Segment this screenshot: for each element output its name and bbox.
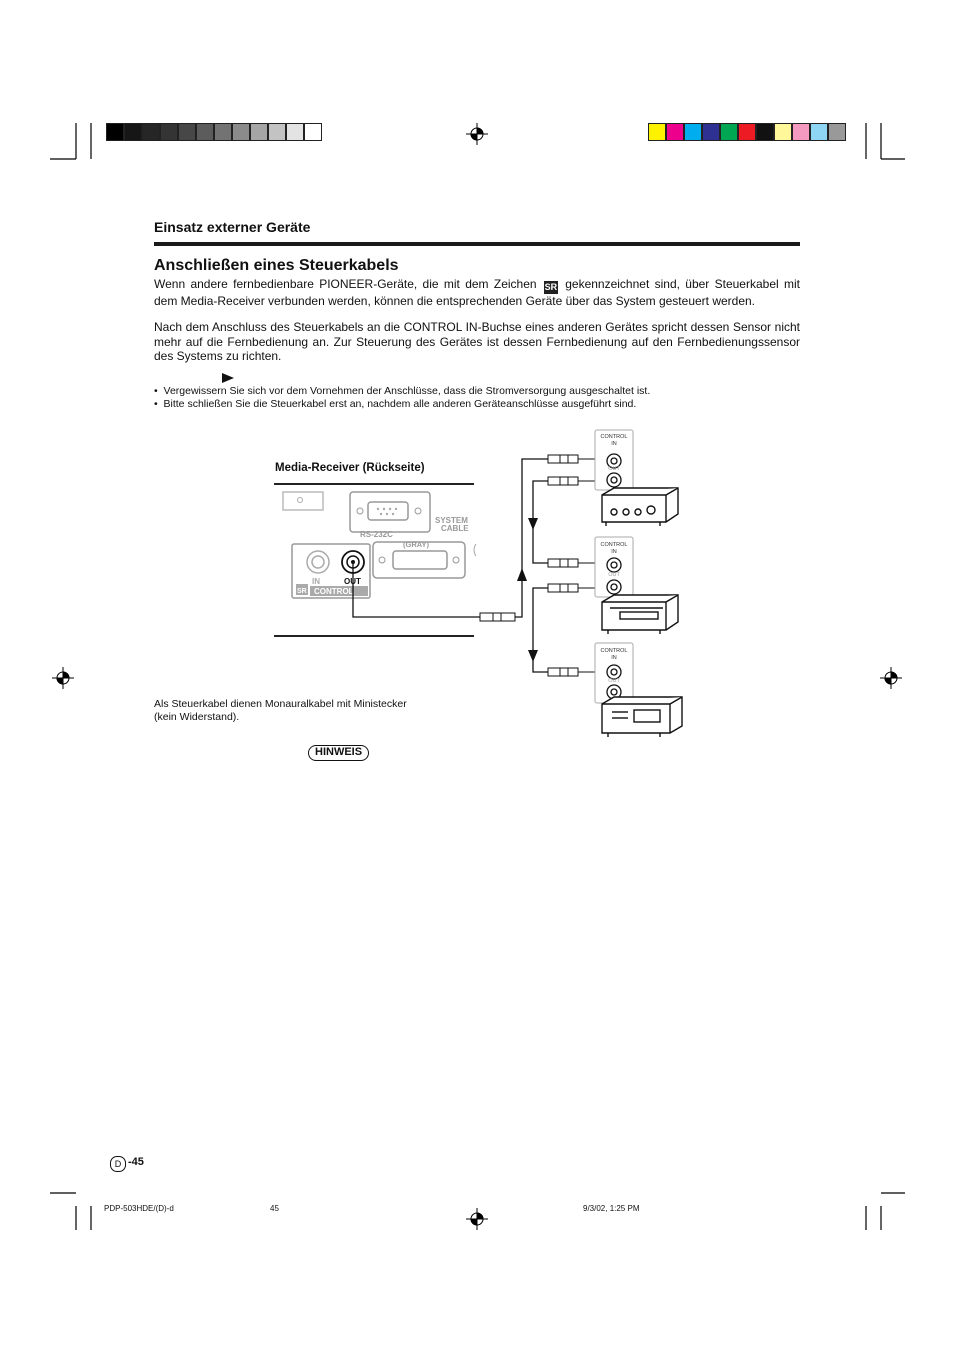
rs232c-label: RS-232C <box>360 530 393 539</box>
paragraph-1-text-before: Wenn andere fernbedienbare PIONEER-Geräte, die mit dem Zeichen <box>154 277 537 291</box>
vcr-device-icon <box>602 595 678 634</box>
paragraph-1-text-after: gekennzeichnet sind, über Steuerkabel mit dem Media-Receiver verbunden werden, können die entsprechenden Geräte über das System gesteuert werden. <box>154 277 800 308</box>
article-paragraph-2: Nach dem Anschluss des Steuerkabels an die CONTROL IN-Buchse eines anderen Gerätes spricht dessen Sensor nicht mehr auf die Fernbedienung an. Zur Steuerung des Gerätes ist dessen Fernbedienung auf den Fernbedienungssensor des Systems zu richten. <box>154 320 800 364</box>
section-heading: Einsatz externer Geräte <box>154 219 311 235</box>
receiver-sr-label: SR <box>297 588 307 595</box>
jack-in-label: IN <box>611 549 617 555</box>
cable-label: CABLE <box>441 524 469 533</box>
jack-control-label: CONTROL <box>600 542 628 548</box>
jack-out-label: OUT <box>608 678 620 684</box>
sr-symbol-icon: SR <box>544 282 558 292</box>
signal-direction-arrows <box>517 518 538 662</box>
page-number: -45 <box>128 1156 144 1168</box>
receiver-control-label: CONTROL <box>314 587 354 596</box>
cable-plugs <box>480 455 605 676</box>
cable-caption-line-1: Als Steuerkabel dienen Monauralkabel mit Ministecker <box>154 698 407 710</box>
note-item-text: Bitte schließen Sie die Steuerkabel erst an, nachdem alle anderen Geräteanschlüsse ausgeführt sind. <box>163 398 637 410</box>
article-title: Anschließen eines Steuerkabels <box>154 257 399 274</box>
footer-timestamp: 9/3/02, 1:25 PM <box>583 1204 640 1213</box>
receiver-out-label: OUT <box>344 577 361 586</box>
system-label: SYSTEM <box>435 516 468 525</box>
cassette-deck-device-icon <box>602 697 682 737</box>
jack-out-label: OUT <box>608 572 620 578</box>
control-cables <box>353 459 548 672</box>
jack-control-label: CONTROL <box>600 434 628 440</box>
jack-control-label: CONTROL <box>600 648 628 654</box>
note-item: • Bitte schließen Sie die Steuerkabel erst an, nachdem alle anderen Geräteanschlüsse ausgeführt sind. <box>154 398 637 410</box>
cable-caption-line-2: (kein Widerstand). <box>154 711 240 723</box>
note-item-text: Vergewissern Sie sich vor dem Vornehmen der Anschlüsse, dass die Stromversorgung ausgeschaltet ist. <box>163 385 651 397</box>
footer-page-number: 45 <box>270 1204 279 1213</box>
jack-in-label: IN <box>611 655 617 661</box>
jack-in-label: IN <box>611 441 617 447</box>
amplifier-device-icon <box>602 488 678 526</box>
gray-label: (GRAY) <box>403 540 429 549</box>
footer-file-name: PDP-503HDE/(D)-d <box>104 1204 174 1213</box>
jack-out-label: OUT <box>608 466 620 472</box>
receiver-in-label: IN <box>312 577 320 586</box>
note-item: • Vergewissern Sie sich vor dem Vornehmen der Anschlüsse, dass die Stromversorgung ausgeschaltet ist. <box>154 385 651 397</box>
receiver-rear-panel <box>274 484 476 636</box>
note-badge: HINWEIS <box>308 745 369 761</box>
language-badge: D <box>110 1156 126 1172</box>
receiver-caption: Media-Receiver (Rückseite) <box>275 462 425 474</box>
